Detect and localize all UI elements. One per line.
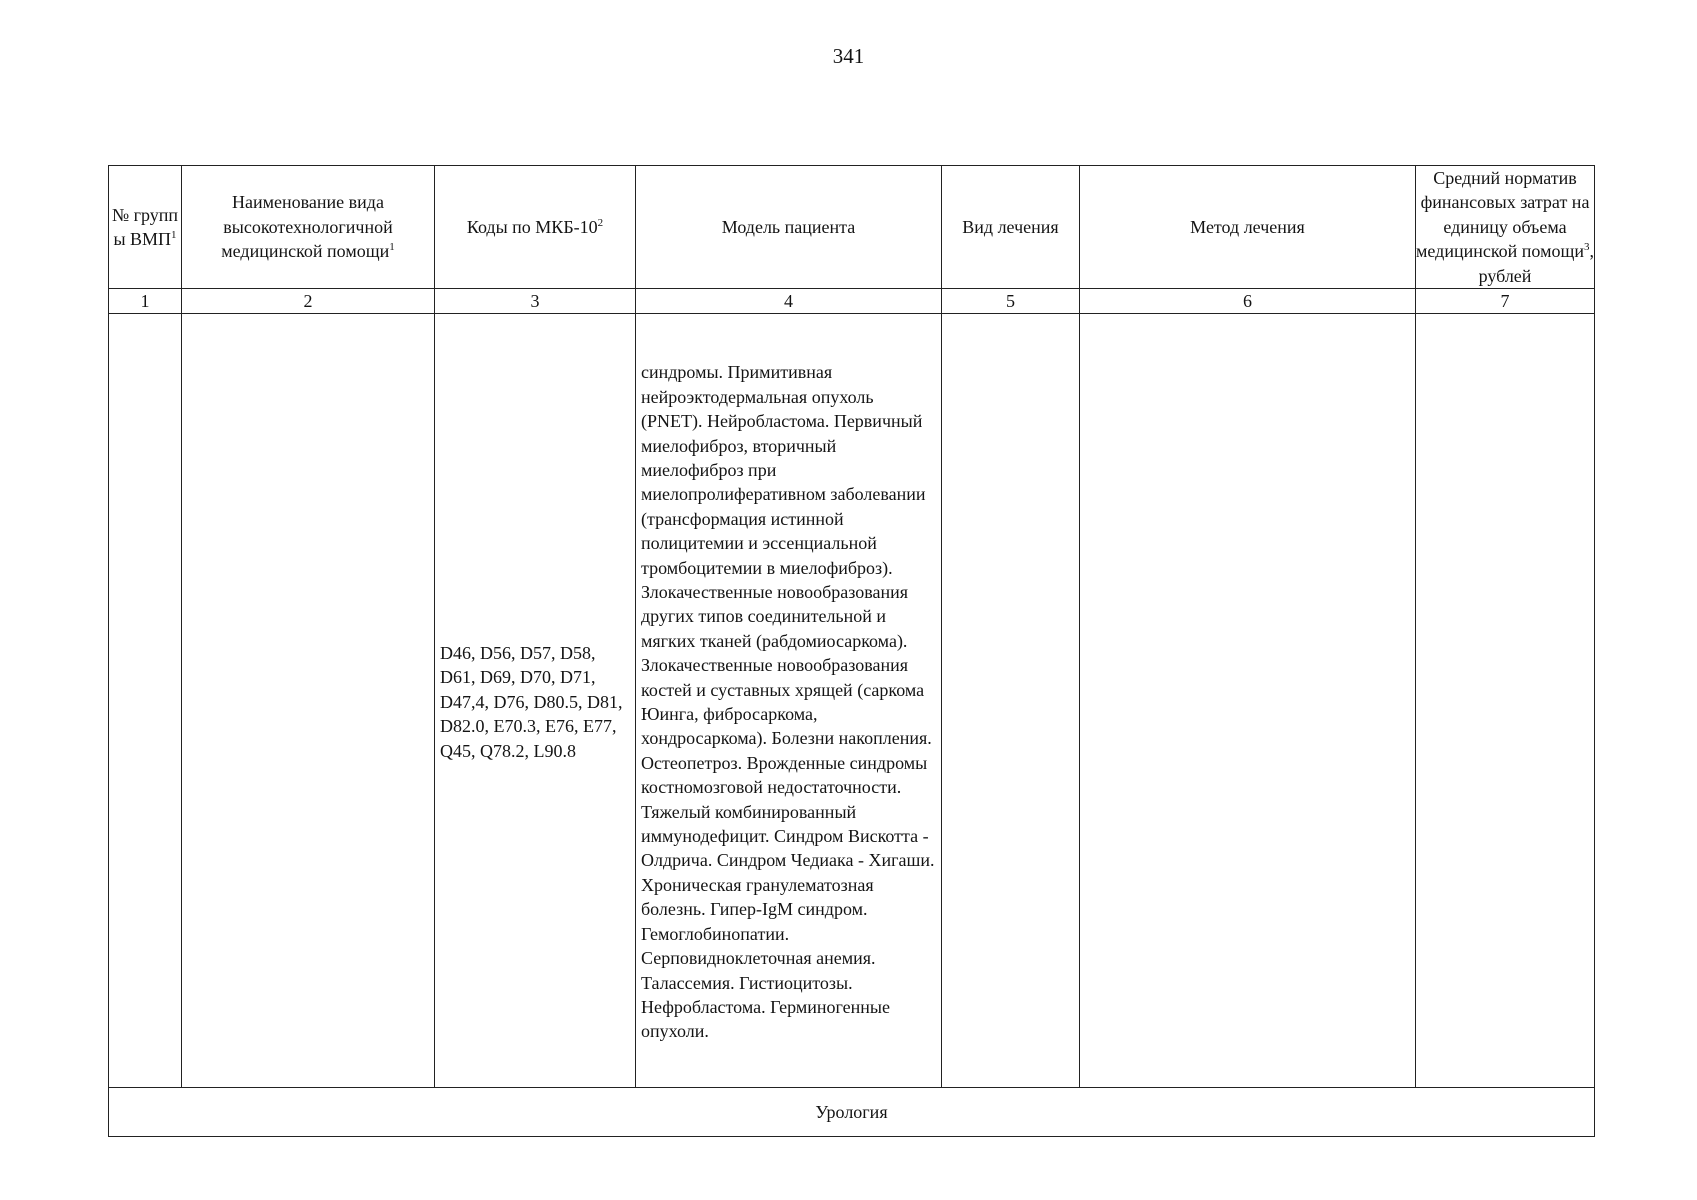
cell-care-name xyxy=(182,314,435,1088)
column-number: 7 xyxy=(1416,289,1595,314)
header-icd-codes: Коды по МКБ-$10^2$ xyxy=(435,166,636,289)
header-group-no: № групп ы ВМП$^1$ xyxy=(109,166,182,289)
header-cost-standard: Средний норматив финансовых затрат на единицу объема медицинской помощи$^3$, рублей xyxy=(1416,166,1595,289)
section-row xyxy=(109,1088,1595,1137)
column-number: 3 xyxy=(435,289,636,314)
cell-icd-codes: D46, D56, D57, D58, D61, D69, D70, D71, D47,4, D76, D80.5, D81, D82.0, E70.3, E76, E77, Q45, Q78.2, L90.8 xyxy=(435,314,636,1088)
column-number: 1 xyxy=(109,289,182,314)
column-number: 4 xyxy=(636,289,942,314)
section-title: Урология xyxy=(109,1088,1595,1137)
header-care-name: Наименование вида высокотехнологичной медицинской помощи$^1$ xyxy=(182,166,435,289)
medical-care-table xyxy=(108,165,1595,1137)
column-number-row xyxy=(109,289,1595,314)
header-treatment-type: Вид лечения xyxy=(942,166,1080,289)
cell-group-no xyxy=(109,314,182,1088)
cell-treatment-method xyxy=(1080,314,1416,1088)
column-number: 2 xyxy=(182,289,435,314)
page-number: 341 xyxy=(832,44,865,68)
header-patient-model: Модель пациента xyxy=(636,166,942,289)
column-number: 6 xyxy=(1080,289,1416,314)
cell-treatment-type xyxy=(942,314,1080,1088)
header-treatment-method: Метод лечения xyxy=(1080,166,1416,289)
cell-patient-model: синдромы. Примитивная нейроэктодермальная опухоль (PNET). Нейробластома. Первичный миелофиброз, вторичный миелофиброз при миелопролиферативном заболевании (трансформация истинной полицитемии и эссенциальной тромбоцитемии в миелофиброз). Злокачественные новообразования других типов соединительной и мягких тканей (рабдомиосаркома). Злокачественные новообразования костей и суставных хрящей (саркома Юинга, фибросаркома, хондросаркома). Болезни накопления. Остеопетроз. Врожденные синдромы костномозговой недостаточности. Тяжелый комбинированный иммунодефицит. Синдром Вискотта - Олдрича. Синдром Чедиака - Хигаши. Хроническая гранулематозная болезнь. Гипер-IgM синдром. Гемоглобинопатии. Серповидноклеточная анемия. Талассемия. Гистиоцитозы. Нефробластома. Герминогенные опухоли. xyxy=(636,314,942,1088)
cell-cost xyxy=(1416,314,1595,1088)
column-number: 5 xyxy=(942,289,1080,314)
header-row xyxy=(109,166,1595,289)
table-row xyxy=(109,314,1595,1088)
